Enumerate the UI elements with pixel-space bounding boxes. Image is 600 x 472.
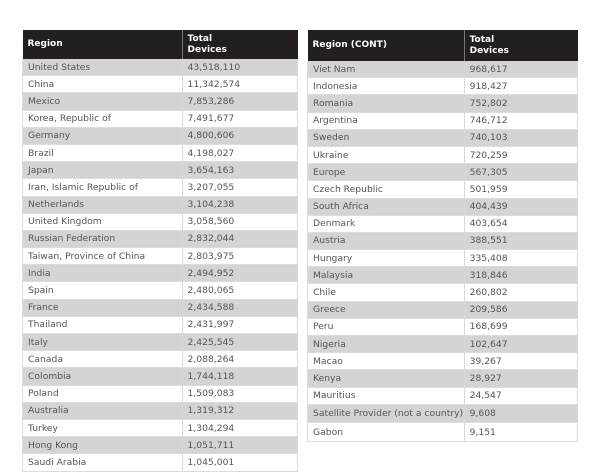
region-cell: Japan	[23, 162, 183, 179]
table-row	[308, 95, 578, 112]
table-row	[308, 61, 578, 78]
total-devices-cell: 740,103	[464, 129, 577, 146]
table-row	[23, 59, 298, 76]
table-row	[308, 353, 578, 370]
total-devices-cell: 1,045,001	[182, 454, 298, 471]
region-cell: Hungary	[308, 250, 465, 267]
table-row	[308, 318, 578, 335]
table-row	[23, 248, 298, 265]
region-cell: Denmark	[308, 215, 465, 232]
region-cell: Thailand	[23, 316, 183, 333]
total-devices-cell: 2,494,952	[182, 265, 298, 282]
total-devices-cell: 501,959	[464, 181, 577, 198]
total-devices-cell: 7,491,677	[182, 110, 298, 127]
table-row	[23, 213, 298, 230]
total-devices-cell: 752,802	[464, 95, 577, 112]
table-row	[23, 299, 298, 316]
region-cell: South Africa	[308, 198, 465, 215]
table-row	[308, 370, 578, 387]
region-cell: Chile	[308, 284, 465, 301]
region-cell: Sweden	[308, 129, 465, 146]
total-devices-cell: 7,853,286	[182, 93, 298, 110]
table-header-row	[23, 30, 298, 59]
table-row	[23, 76, 298, 93]
region-cell: Turkey	[23, 419, 183, 436]
table-row	[23, 282, 298, 299]
column-header-region: Region	[23, 30, 183, 59]
total-devices-cell: 968,617	[464, 61, 577, 78]
region-cell: Poland	[23, 385, 183, 402]
region-cell: Ukraine	[308, 146, 465, 163]
total-devices-cell: 2,434,588	[182, 299, 298, 316]
table-row	[23, 196, 298, 213]
region-cell: Czech Republic	[308, 181, 465, 198]
table-row	[23, 316, 298, 333]
total-devices-cell: 1,319,312	[182, 402, 298, 419]
total-devices-cell: 260,802	[464, 284, 577, 301]
total-devices-cell: 209,586	[464, 301, 577, 318]
region-cell: Europe	[308, 164, 465, 181]
table-body	[308, 61, 578, 441]
region-cell: Spain	[23, 282, 183, 299]
table-row	[308, 387, 578, 404]
column-header-total-devices	[182, 30, 298, 59]
table-row	[308, 164, 578, 181]
region-cell: Hong Kong	[23, 437, 183, 454]
table-row	[23, 368, 298, 385]
header-line: Total	[187, 33, 213, 44]
table-row	[23, 334, 298, 351]
devices-by-region-continued-table	[307, 30, 578, 442]
total-devices-cell: 102,647	[464, 336, 577, 353]
total-devices-cell: 567,305	[464, 164, 577, 181]
region-cell: Argentina	[308, 112, 465, 129]
total-devices-cell: 2,088,264	[182, 351, 298, 368]
region-cell: Satellite Provider (not a country)	[308, 404, 465, 423]
table-row	[308, 336, 578, 353]
region-cell: Korea, Republic of	[23, 110, 183, 127]
total-devices-cell: 318,846	[464, 267, 577, 284]
total-devices-cell: 2,480,065	[182, 282, 298, 299]
total-devices-cell: 746,712	[464, 112, 577, 129]
total-devices-cell: 388,551	[464, 232, 577, 249]
region-cell: Saudi Arabia	[23, 454, 183, 471]
table-row	[23, 127, 298, 144]
table-row	[23, 93, 298, 110]
region-cell: Iran, Islamic Republic of	[23, 179, 183, 196]
region-cell: China	[23, 76, 183, 93]
total-devices-cell: 3,654,163	[182, 162, 298, 179]
region-cell: Nigeria	[308, 336, 465, 353]
table-row	[308, 215, 578, 232]
total-devices-cell: 720,259	[464, 146, 577, 163]
table-row	[308, 129, 578, 146]
region-cell: Mauritius	[308, 387, 465, 404]
total-devices-cell: 4,800,606	[182, 127, 298, 144]
total-devices-cell: 918,427	[464, 78, 577, 95]
table-row	[308, 232, 578, 249]
region-cell: United Kingdom	[23, 213, 183, 230]
total-devices-cell: 168,699	[464, 318, 577, 335]
table-row	[23, 162, 298, 179]
total-devices-cell: 404,439	[464, 198, 577, 215]
region-cell: Austria	[308, 232, 465, 249]
total-devices-cell: 2,431,997	[182, 316, 298, 333]
region-cell: Canada	[23, 351, 183, 368]
region-cell: France	[23, 299, 183, 316]
total-devices-cell: 3,207,055	[182, 179, 298, 196]
table-row	[23, 419, 298, 436]
total-devices-cell: 1,509,083	[182, 385, 298, 402]
table-row	[23, 265, 298, 282]
total-devices-cell: 11,342,574	[182, 76, 298, 93]
column-header-region-cont: Region (CONT)	[308, 30, 465, 61]
region-cell: India	[23, 265, 183, 282]
table-body	[23, 59, 298, 471]
table-row	[308, 301, 578, 318]
table-row	[23, 454, 298, 471]
region-cell: Italy	[23, 334, 183, 351]
table-row	[308, 284, 578, 301]
table-header-row	[308, 30, 578, 61]
total-devices-cell: 39,267	[464, 353, 577, 370]
total-devices-cell: 3,058,560	[182, 213, 298, 230]
total-devices-cell: 403,654	[464, 215, 577, 232]
table-row	[308, 423, 578, 442]
total-devices-cell: 9,151	[464, 423, 577, 442]
region-cell: Macao	[308, 353, 465, 370]
region-cell: Netherlands	[23, 196, 183, 213]
region-cell: United States	[23, 59, 183, 76]
table-row	[23, 110, 298, 127]
table-row	[308, 250, 578, 267]
header-line: Devices	[469, 45, 509, 56]
table-row	[23, 437, 298, 454]
total-devices-cell: 1,304,294	[182, 419, 298, 436]
table-row	[308, 404, 578, 423]
table-row	[308, 181, 578, 198]
table-row	[308, 78, 578, 95]
region-cell: Gabon	[308, 423, 465, 442]
devices-by-region-table	[22, 30, 298, 472]
region-cell: Germany	[23, 127, 183, 144]
total-devices-cell: 4,198,027	[182, 144, 298, 161]
total-devices-cell: 43,518,110	[182, 59, 298, 76]
total-devices-cell: 2,832,044	[182, 230, 298, 247]
region-cell: Malaysia	[308, 267, 465, 284]
total-devices-cell: 24,547	[464, 387, 577, 404]
total-devices-cell: 9,608	[464, 404, 577, 423]
region-cell: Indonesia	[308, 78, 465, 95]
table-row	[308, 267, 578, 284]
region-cell: Mexico	[23, 93, 183, 110]
table-row	[23, 402, 298, 419]
total-devices-cell: 1,051,711	[182, 437, 298, 454]
region-cell: Taiwan, Province of China	[23, 248, 183, 265]
total-devices-cell: 28,927	[464, 370, 577, 387]
region-cell: Russian Federation	[23, 230, 183, 247]
table-row	[308, 198, 578, 215]
header-line: Devices	[187, 44, 227, 55]
region-cell: Australia	[23, 402, 183, 419]
total-devices-cell: 1,744,118	[182, 368, 298, 385]
region-cell: Kenya	[308, 370, 465, 387]
region-cell: Greece	[308, 301, 465, 318]
table-row	[23, 385, 298, 402]
table-row	[23, 351, 298, 368]
table-row	[308, 146, 578, 163]
table-row	[308, 112, 578, 129]
header-line: Total	[469, 34, 495, 45]
region-cell: Romania	[308, 95, 465, 112]
region-cell: Colombia	[23, 368, 183, 385]
region-cell: Brazil	[23, 144, 183, 161]
total-devices-cell: 2,803,975	[182, 248, 298, 265]
table-row	[23, 179, 298, 196]
region-cell: Peru	[308, 318, 465, 335]
region-cell: Viet Nam	[308, 61, 465, 78]
total-devices-cell: 335,408	[464, 250, 577, 267]
table-row	[23, 230, 298, 247]
table-row	[23, 144, 298, 161]
total-devices-cell: 3,104,238	[182, 196, 298, 213]
total-devices-cell: 2,425,545	[182, 334, 298, 351]
column-header-total-devices	[464, 30, 577, 61]
